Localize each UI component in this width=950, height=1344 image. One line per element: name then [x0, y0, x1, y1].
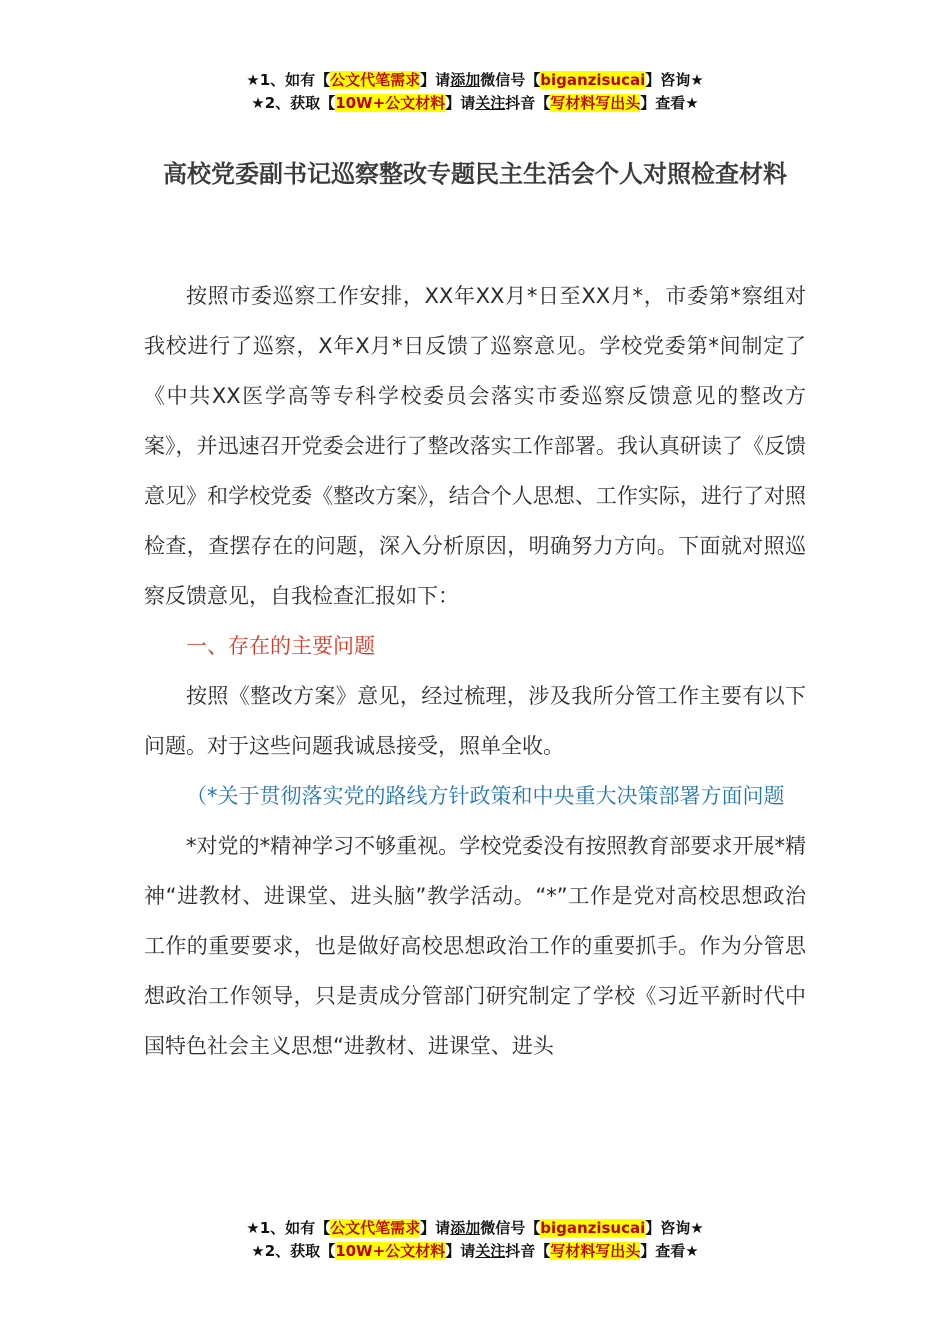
- highlight-ghostwriting: 公文代笔需求: [330, 1219, 421, 1237]
- highlight-douyin: 写材料写出头: [550, 94, 641, 112]
- section-heading-1: 一、存在的主要问题: [186, 634, 375, 658]
- intro-paragraph: 按照市委巡察工作安排，XX年XX月*日至XX月*，市委第*察组对我校进行了巡察，X年X月*日反馈了巡察意见。学校党委第*间制定了《中共XX医学高等专科学校委员会落实市委巡察反馈意见的整改方案》，并迅速召开党委会进行了整改落实工作部署。我认真研读了《反馈意见》和学校党委《整改方案》，结合个人思想、工作实际，进行了对照检查，查摆存在的问题，深入分析原因，明确努力方向。下面就对照巡察反馈意见，自我检查汇报如下：: [144, 284, 806, 608]
- banner-line-1: ★1、如有【公文代笔需求】请添加微信号【biganzisucai】咨询★: [246, 1219, 704, 1237]
- banner-line-2: ★2、获取【10W+公文材料】请关注抖音【写材料写出头】查看★: [251, 1242, 699, 1260]
- highlight-douyin: 写材料写出头: [550, 1242, 641, 1260]
- document-body: [144, 271, 806, 1071]
- header-banner: [0, 69, 950, 115]
- subsection-heading-1: （*关于贯彻落实党的路线方针政策和中央重大决策部署方面问题: [186, 784, 785, 808]
- footer-banner: [0, 1217, 950, 1263]
- document-title: 高校党委副书记巡察整改专题民主生活会个人对照检查材料: [163, 160, 787, 188]
- highlight-wechat-id: biganzisucai: [540, 1219, 646, 1237]
- highlight-wechat-id: biganzisucai: [540, 71, 646, 89]
- paragraph: *对党的*精神学习不够重视。学校党委没有按照教育部要求开展*精神“进教材、进课堂、进头脑”教学活动。“*”工作是党对高校思想政治工作的重要要求，也是做好高校思想政治工作的重要抓手。作为分管思想政治工作领导，只是责成分管部门研究制定了学校《习近平新时代中国特色社会主义思想“进教材、进课堂、进头: [144, 834, 806, 1058]
- highlight-materials: 10W+公文材料: [335, 1242, 446, 1260]
- banner-line-2: ★2、获取【10W+公文材料】请关注抖音【写材料写出头】查看★: [251, 94, 699, 112]
- highlight-ghostwriting: 公文代笔需求: [330, 71, 421, 89]
- paragraph: 按照《整改方案》意见，经过梳理，涉及我所分管工作主要有以下问题。对于这些问题我诚恳接受，照单全收。: [144, 684, 806, 758]
- banner-line-1: ★1、如有【公文代笔需求】请添加微信号【biganzisucai】咨询★: [246, 71, 704, 89]
- highlight-materials: 10W+公文材料: [335, 94, 446, 112]
